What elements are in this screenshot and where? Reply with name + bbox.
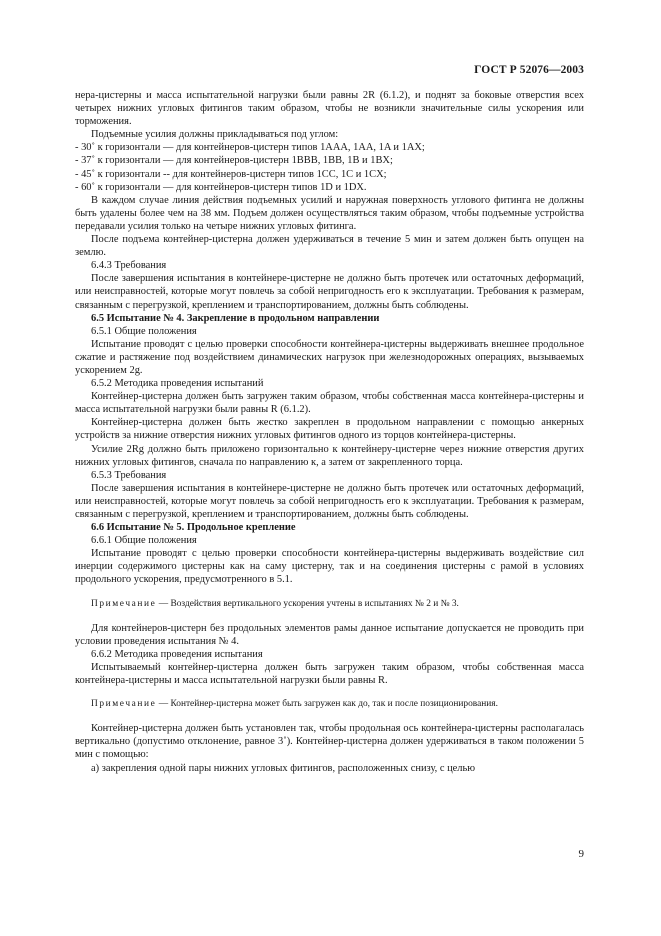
note-2 xyxy=(75,698,584,711)
paragraph: Контейнер-цистерна должен быть жестко закреплен в продольном направлении с помощью анкерных устройств за нижние отверстия нижних угловых фитингов одного из торцов контейнера-цистерны. xyxy=(75,417,584,442)
note-1-text: — Воздействия вертикального ускорения учтены в испытаниях № 2 и № 3. xyxy=(156,598,459,609)
paragraph: Контейнер-цистерна должен быть загружен таким образом, чтобы собственная масса контейнера-цистерны и масса испытательной нагрузки были равны R (6.1.2). xyxy=(75,391,584,416)
paragraph: 6.5.1 Общие положения xyxy=(91,325,197,337)
paragraph: Испытание проводят с целью проверки способности контейнера-цистерны выдерживать воздействие сил инерции содержимого цистерны как на саму цистерну, так и на соединения цистерны с рамой в условиях продольного ускорения, предусмотренного в 5.1. xyxy=(75,548,584,586)
note-2-label: Примечание xyxy=(91,699,157,710)
paragraph: Испытание проводят с целью проверки способности контейнера-цистерны выдерживать внешнее продольное сжатие и растяжение под воздействием динамических нагрузок при железнодорожных операциях, вызываемых ускорением 2g. xyxy=(75,338,584,376)
paragraph: 6.6.1 Общие положения xyxy=(91,535,197,547)
paragraph: Для контейнеров-цистерн без продольных элементов рамы данное испытание допускается не проводить при условии проведения испытания № 4. xyxy=(75,622,584,647)
paragraph: 6.4.3 Требования xyxy=(91,260,167,272)
document-body xyxy=(75,89,584,775)
paragraph: 6.6.2 Методика проведения испытания xyxy=(91,648,263,660)
standard-header: ГОСТ Р 52076—2003 xyxy=(474,64,584,76)
note-2-text: — Контейнер-цистерна может быть загружен как до, так и после позиционирования. xyxy=(156,699,498,710)
paragraph: Усилие 2Rg должно быть приложено горизонтально к контейнеру-цистерне через нижние отверстия других нижних угловых фитингов, сначала по направлению к, а затем от закрепленного торца. xyxy=(75,443,584,468)
paragraph: Контейнер-цистерна должен быть установлен так, чтобы продольная ось контейнера-цистерны располагалась вертикально (допустимо отклонение, равное 3˚). Контейнер-цистерна должен удерживаться в таком положении 5 мин с помощью: xyxy=(75,723,584,761)
note-1 xyxy=(75,598,584,611)
paragraph: После подъема контейнер-цистерна должен удерживаться в течение 5 мин и затем должен быть опущен на землю. xyxy=(75,234,584,259)
paragraph: - 30˚ к горизонтали — для контейнеров-цистерн типов 1AAA, 1AA, 1A и 1AX; xyxy=(75,142,425,154)
paragraph: - 60˚ к горизонтали — для контейнеров-цистерн типов 1D и 1DX. xyxy=(75,181,367,193)
section-heading: 6.5 Испытание № 4. Закрепление в продольном направлении xyxy=(91,312,380,324)
paragraph: После завершения испытания в контейнере-цистерне не должно быть протечек или остаточных деформаций, или неисправностей, которые могут повлечь за собой непригодность его к эксплуатации. Требования к размерам, связанным с перегрузкой, креплением и транспортированием, должны быть соблюдены. xyxy=(75,482,584,520)
section-heading: 6.6 Испытание № 5. Продольное крепление xyxy=(91,522,296,534)
paragraph: 6.5.3 Требования xyxy=(91,469,167,481)
paragraph: - 37˚ к горизонтали — для контейнеров-цистерн 1BBB, 1BB, 1B и 1BX; xyxy=(75,155,393,167)
paragraph: а) закрепления одной пары нижних угловых фитингов, расположенных снизу, с целью xyxy=(91,762,476,774)
text-block-3 xyxy=(75,722,584,774)
paragraph: В каждом случае линия действия подъемных усилий и наружная поверхность углового фитинга не должны быть удалены более чем на 38 мм. Подъем должен осуществляться таким образом, чтобы подъемные устройства передавали усилия только на четыре нижних угловых фитинга. xyxy=(75,194,584,232)
text-block-2 xyxy=(75,622,584,687)
paragraph: 6.5.2 Методика проведения испытаний xyxy=(91,378,264,390)
paragraph: - 45˚ к горизонтали -- для контейнеров-цистерн типов 1CC, 1C и 1CX; xyxy=(75,168,387,180)
text-block-1 xyxy=(75,89,584,587)
paragraph: Подъемные усилия должны прикладываться под углом: xyxy=(91,129,339,141)
paragraph: После завершения испытания в контейнере-цистерне не должно быть протечек или остаточных деформаций, или неисправностей, которые могут повлечь за собой непригодность его к эксплуатации. Требования к размерам, связанным с перегрузкой, креплением и транспортированием, должны быть соблюдены. xyxy=(75,273,584,311)
note-1-label: Примечание xyxy=(91,598,157,609)
paragraph: нера-цистерны и масса испытательной нагрузки были равны 2R (6.1.2), и поднят за боковые отверстия всех четырех нижних угловых фитингов таким образом, чтобы не возникли значительные силы ускорения или торможения. xyxy=(75,90,584,128)
paragraph: Испытываемый контейнер-цистерна должен быть загружен таким образом, чтобы собственная масса контейнера-цистерны и масса испытательной нагрузки были равны R. xyxy=(75,661,584,687)
page-number: 9 xyxy=(578,848,584,860)
